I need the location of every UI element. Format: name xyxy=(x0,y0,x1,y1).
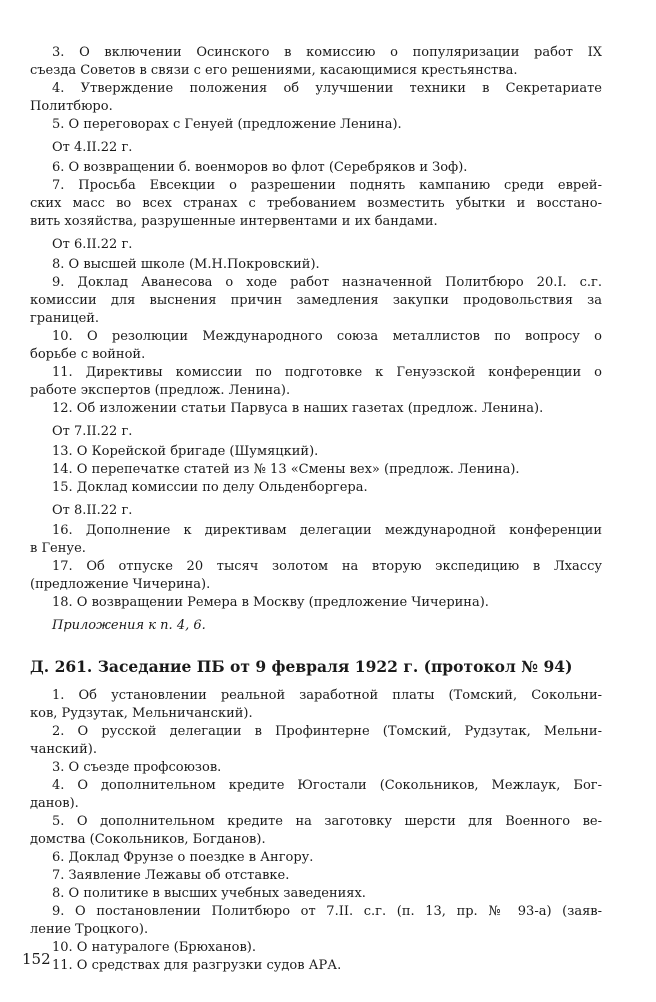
agenda-item-line: съезда Советов в связи с его решениями, касающимися крестьянства. xyxy=(30,63,518,78)
agenda-item-line: 11. О средствах для разгрузки судов АРА. xyxy=(52,958,342,973)
agenda-item-line: ков, Рудзутак, Мельничанский). xyxy=(30,706,253,721)
agenda-item-line: (предложение Чичерина). xyxy=(30,577,211,592)
appendix-note: Приложения к п. 4, 6. xyxy=(52,618,206,633)
agenda-item-line: в Генуе. xyxy=(30,541,86,556)
agenda-item xyxy=(30,274,602,328)
page-number: 152 xyxy=(22,950,51,968)
agenda-item xyxy=(30,939,602,957)
agenda-item-line: 3. О включении Осинского в комиссию о популяризации работ IX xyxy=(52,45,602,60)
agenda-item xyxy=(30,885,602,903)
agenda-item-line: данов). xyxy=(30,796,79,811)
agenda-item-line: 13. О Корейской бригаде (Шумяцкий). xyxy=(52,444,319,459)
agenda-item xyxy=(30,957,602,975)
agenda-item-line: 10. О резолюции Международного союза металлистов по вопросу о xyxy=(52,329,602,344)
agenda-item-line: 9. О постановлении Политбюро от 7.II. с.г. (п. 13, пр. № 93-а) (заяв- xyxy=(52,904,602,919)
agenda-item-line: 3. О съезде профсоюзов. xyxy=(52,760,222,775)
agenda-items-group xyxy=(30,44,602,134)
agenda-item xyxy=(30,400,602,418)
agenda-item-line: ление Троцкого). xyxy=(30,922,149,937)
agenda-item-line: 6. Доклад Фрунзе о поездке в Ангору. xyxy=(52,850,314,865)
agenda-item xyxy=(30,687,602,723)
agenda-item-line: чанский). xyxy=(30,742,97,757)
agenda-item-line: 5. О переговорах с Генуей (предложение Ленина). xyxy=(52,117,402,132)
agenda-items-group xyxy=(30,522,602,612)
date-heading: От 8.II.22 г. xyxy=(52,503,133,518)
agenda-item-line: 8. О высшей школе (М.Н.Покровский). xyxy=(52,257,320,272)
agenda-item xyxy=(30,759,602,777)
agenda-item xyxy=(30,849,602,867)
date-heading: От 4.II.22 г. xyxy=(52,140,133,155)
agenda-items-group xyxy=(30,159,602,231)
agenda-item xyxy=(30,522,602,558)
agenda-item xyxy=(30,461,602,479)
agenda-item xyxy=(30,867,602,885)
agenda-item-line: 6. О возвращении б. военморов во флот (Серебряков и Зоф). xyxy=(52,160,468,175)
agenda-item-line: 4. О дополнительном кредите Югостали (Сокольников, Межлаук, Бог- xyxy=(52,778,602,793)
agenda-item-line: 9. Доклад Аванесова о ходе работ назначенной Политбюро 20.I. с.г. xyxy=(52,275,602,290)
agenda-item-line: 10. О натуралоге (Брюханов). xyxy=(52,940,257,955)
agenda-item-line: 18. О возвращении Ремера в Москву (предложение Чичерина). xyxy=(52,595,489,610)
agenda-item xyxy=(30,443,602,461)
agenda-item xyxy=(30,777,602,813)
agenda-item-line: 17. Об отпуске 20 тысяч золотом на вторую экспедицию в Лхассу xyxy=(52,559,602,574)
agenda-item-line: ских масс во всех странах с требованием возместить убытки и восстано- xyxy=(30,196,602,211)
date-heading: От 6.II.22 г. xyxy=(52,237,133,252)
agenda-item-line: 7. Заявление Лежавы об отставке. xyxy=(52,868,290,883)
agenda-items-group xyxy=(30,256,602,418)
agenda-item xyxy=(30,558,602,594)
agenda-item-line: работе экспертов (предлож. Ленина). xyxy=(30,383,291,398)
agenda-item-line: 1. Об установлении реальной заработной платы (Томский, Сокольни- xyxy=(52,688,602,703)
agenda-item xyxy=(30,594,602,612)
agenda-item xyxy=(30,723,602,759)
agenda-item-line: 11. Директивы комиссии по подготовке к Генуэзской конференции о xyxy=(52,365,602,380)
agenda-item-line: комиссии для выснения причин замедления закупки продовольствия за xyxy=(30,293,602,308)
agenda-item-line: Политбюро. xyxy=(30,99,113,114)
agenda-items-group xyxy=(30,443,602,497)
document-page xyxy=(30,44,602,980)
agenda-item xyxy=(30,328,602,364)
agenda-item-line: вить хозяйства, разрушенные интервентами и их бандами. xyxy=(30,214,438,229)
agenda-item xyxy=(30,177,602,231)
agenda-item-line: 16. Дополнение к директивам делегации международной конференции xyxy=(52,523,602,538)
agenda-item xyxy=(30,116,602,134)
date-heading: От 7.II.22 г. xyxy=(52,424,133,439)
agenda-item xyxy=(30,80,602,116)
agenda-item-line: 14. О перепечатке статей из № 13 «Смены вех» (предлож. Ленина). xyxy=(52,462,520,477)
agenda-item-line: 5. О дополнительном кредите на заготовку шерсти для Военного ве- xyxy=(52,814,602,829)
agenda-item-line: 7. Просьба Евсекции о разрешении поднять кампанию среди еврей- xyxy=(52,178,602,193)
agenda-item xyxy=(30,159,602,177)
agenda-item xyxy=(30,903,602,939)
agenda-items-group xyxy=(30,687,602,975)
agenda-item xyxy=(30,479,602,497)
agenda-item-line: границей. xyxy=(30,311,100,326)
agenda-item-line: домства (Сокольников, Богданов). xyxy=(30,832,266,847)
agenda-item xyxy=(30,256,602,274)
agenda-item-line: 8. О политике в высших учебных заведениях. xyxy=(52,886,366,901)
agenda-item xyxy=(30,364,602,400)
agenda-item-line: 12. Об изложении статьи Парвуса в наших газетах (предлож. Ленина). xyxy=(52,401,544,416)
agenda-item-line: борьбе с войной. xyxy=(30,347,146,362)
agenda-item xyxy=(30,813,602,849)
agenda-item-line: 2. О русской делегации в Профинтерне (Томский, Рудзутак, Мельни- xyxy=(52,724,602,739)
agenda-item-line: 4. Утверждение положения об улучшении техники в Секретариате xyxy=(52,81,602,96)
agenda-item xyxy=(30,44,602,80)
agenda-item-line: 15. Доклад комиссии по делу Ольденборгера. xyxy=(52,480,368,495)
section-heading: Д. 261. Заседание ПБ от 9 февраля 1922 г. (протокол № 94) xyxy=(30,657,573,676)
